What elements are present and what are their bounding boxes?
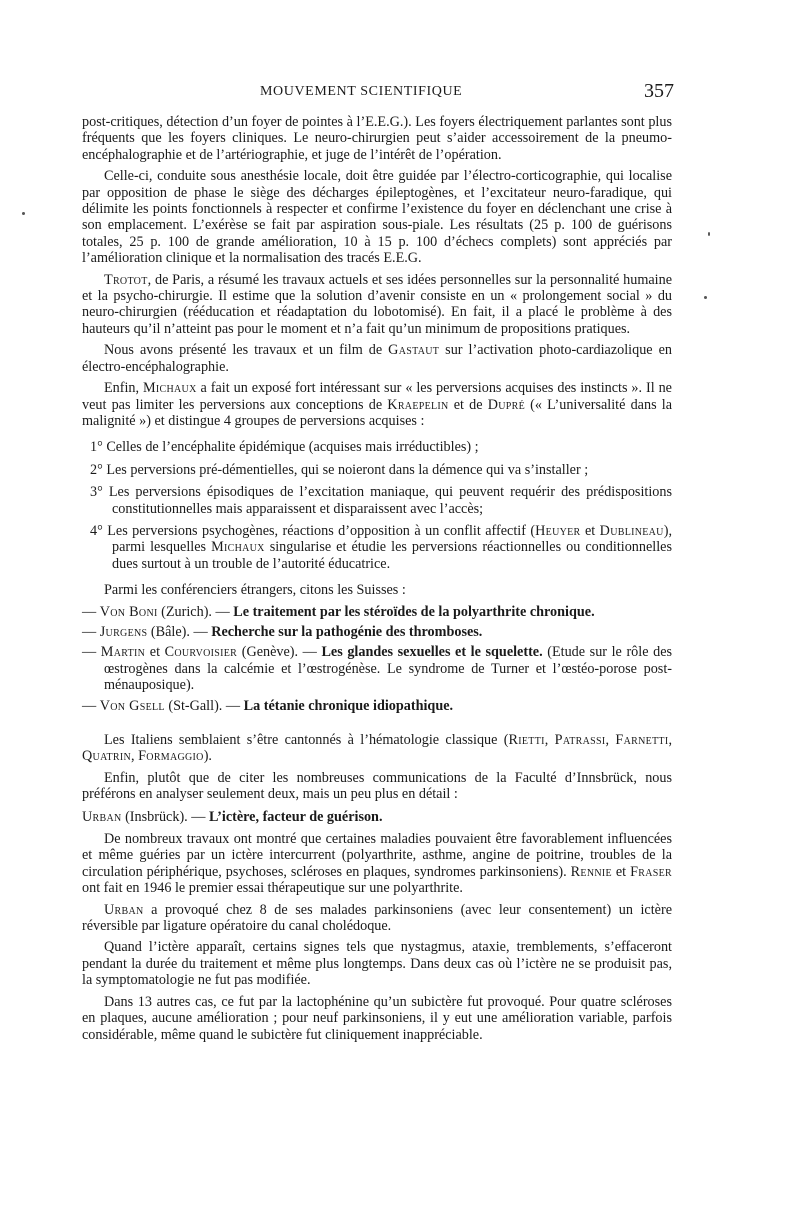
paragraph-text: (« L’universalité dans la malignité ») et distingue 4 groupes de perversions acquises : <box>82 396 672 429</box>
paragraph-text: et <box>611 863 631 880</box>
section-heading <box>82 809 672 825</box>
page-content <box>82 78 672 1048</box>
author-name: Dublineau <box>599 522 664 539</box>
paragraph-text: a fait un exposé fort intéressant sur « les perversions acquises des instincts ». Il ne veut pas limiter les perversions aux conceptions de <box>82 380 672 413</box>
speaker-item <box>82 604 672 620</box>
paragraph-trotot <box>82 272 672 338</box>
author-name: Michaux <box>143 380 197 397</box>
list-text: Les perversions pré-démentielles, qui se noieront dans la démence qui va s’installer ; <box>102 461 589 478</box>
paragraph-text: , de Paris, a résumé les travaux actuels et ses idées personnelles sur la personnalité humaine et la psycho-chirurgie. Il estime que la solution d’avenir consiste en un « prolongement social » du neuro-chirurgien (rééducation et réadaptation du lobotomisé). En fait, il a placé le problème à des hauteurs qu’il n’atteint pas pour le moment et n’a fait qu’un minimum de propositions pratiques. <box>82 271 672 337</box>
list-text: Les perversions épisodiques de l’excitation maniaque, qui peuvent requérir des prédispositions constitutionnelles mais apparaissent et disparaissent avec l’accès; <box>102 484 672 517</box>
margin-speck <box>22 212 25 215</box>
heading-title: L’ictère, facteur de guérison. <box>209 808 383 825</box>
talk-title: Les glandes sexuelles et le squelette. <box>321 644 543 661</box>
list-item <box>82 484 672 517</box>
paragraph-text: ont fait en 1946 le premier essai thérapeutique sur une polyarthrite. <box>82 880 463 897</box>
list-text: ), parmi lesquelles <box>112 522 672 556</box>
margin-speck <box>708 232 710 236</box>
talk-title: La tétanie chronique idiopathique. <box>243 697 454 714</box>
paragraph-urban-2 <box>82 902 672 935</box>
author-name: Trotot <box>104 271 148 288</box>
paragraph-post-critiques: post-critiques, détection d’un foyer de pointes à l’E.E.G.). Les foyers électriquement parlantes sont plus fréquents que les foyers cliniques. Le neuro-chirurgien peut s’aider accessoirement de la pneumo-encéphalographie et de l’artériographie, et juge de l’intérêt de l’opération. <box>82 114 672 163</box>
section-spacer <box>82 718 672 732</box>
dash: — <box>82 644 97 661</box>
margin-speck <box>704 296 707 299</box>
paragraph-celle-ci: Celle-ci, conduite sous anesthésie locale, doit être guidée par l’électro-corticographie, qui localise par opposition de phase le siège des décharges épileptogènes, et l’excitateur neuro-faradique, qui délimite les points fonctionnels à respecter et confirme l’existence du foyer en déclenchant une crise à son emplacement. L’exérèse se fait par aspiration sous-piale. Les résultats (25 p. 100 de guérisons totales, 25 p. 100 de grande amélioration, 10 à 15 p. 100 d’échecs complets) sont appréciés par l’amélioration clinique et la normalisation des tracés E.E.G. <box>82 168 672 267</box>
perversion-groups-list <box>82 439 672 572</box>
list-number: 1° <box>90 439 103 456</box>
author-name: Fraser <box>630 863 672 880</box>
paragraph-text: Les Italiens semblaient s’être cantonnés à l’hématologie classique ( <box>104 732 509 748</box>
list-text: et <box>580 522 600 539</box>
dash: — <box>82 697 97 714</box>
running-title: MOUVEMENT SCIENTIFIQUE <box>260 84 463 99</box>
paragraph-text: a provoqué chez 8 de ses malades parkinsoniens (avec leur consentement) un ictère réversible par ligature opératoire du canal cholédoque. <box>82 901 672 935</box>
author-name: Rietti <box>508 732 545 748</box>
speaker-place: (Genève). — <box>237 644 322 661</box>
author-name: Kraepelin <box>387 396 449 413</box>
page-header <box>82 78 672 106</box>
list-number: 2° <box>90 461 103 478</box>
speaker-name: Martin <box>100 644 146 661</box>
speaker-name: Von Gsell <box>99 697 165 714</box>
author-name: Heuyer <box>535 522 581 539</box>
heading-place: (Insbrück). — <box>121 808 209 825</box>
author-name: Patrassi <box>554 732 606 748</box>
article-body <box>82 114 672 1043</box>
paragraph-text: De nombreux travaux ont montré que certaines maladies pouvaient être favorablement influencées et même guéries par un ictère intercurrent (polyarthrite, asthme, angine de poitrine, troubles de la circulation périphérique, psychoses, scléroses en plaques, syndromes parkinsoniens). <box>82 831 672 880</box>
talk-note: (Etude sur le rôle des œstrogènes dans la calcémie et l’œstrogénèse. Le syndrome de Turner et l’œstéo-porose post-ménauposique). <box>104 644 673 694</box>
speaker-item <box>82 644 672 693</box>
list-text: Celles de l’encéphalite épidémique (acquises mais irréductibles) ; <box>102 439 479 456</box>
author-name: Quatrin <box>82 748 132 765</box>
author-name: Michaux <box>211 539 265 556</box>
author-name: Farnetti <box>615 732 669 748</box>
page-number: 357 <box>644 80 674 102</box>
dash: — <box>82 603 97 620</box>
speaker-item <box>82 698 672 714</box>
speaker-place: (Zurich). — <box>157 603 234 620</box>
paragraph-urban-4: Dans 13 autres cas, ce fut par la lactophénine qu’un subictère fut provoqué. Pour quatre scléroses en plaques, aucune amélioration ; pour neuf parkinsoniens, il y eut une amélioration variable, parfois considérable, même quand le subictère fut cliniquement inappréciable. <box>82 993 672 1043</box>
list-text: Les perversions psychogènes, réactions d’opposition à un conflit affectif ( <box>102 522 536 539</box>
paragraph-urban-1 <box>82 831 672 897</box>
list-item <box>82 462 672 478</box>
author-name: Dupré <box>487 396 525 413</box>
paragraph-text: sur l’activation photo-cardiazolique en électro-encéphalographie. <box>82 342 672 375</box>
speaker-item <box>82 624 672 640</box>
paragraph-urban-3: Quand l’ictère apparaît, certains signes tels que nystagmus, ataxie, tremblements, s’effaceront pendant la durée du traitement et même plus longtemps. Dans deux cas où l’ictère ne se produisit pas, la symptomatologie ne fut pas modifiée. <box>82 939 672 989</box>
list-item <box>82 439 672 455</box>
paragraph-italians: Les Italiens semblaient s’être cantonnés à l’hématologie classique (Rietti, Patrassi, Farnetti, Quatrin, Formaggio). <box>82 732 672 765</box>
swiss-speakers-list <box>82 604 672 714</box>
speaker-place: (Bâle). — <box>147 623 212 640</box>
paragraph-swiss-intro: Parmi les conférenciers étrangers, citons les Suisses : <box>104 582 406 599</box>
paragraph-gastaut <box>82 342 672 375</box>
author-name: Gastaut <box>388 342 440 359</box>
paragraph-text: Enfin, <box>104 380 143 397</box>
list-item <box>82 523 672 572</box>
paragraph-text: ). <box>203 748 212 765</box>
speaker-place: (St-Gall). — <box>164 697 244 714</box>
speaker-name: Jurgens <box>99 623 148 640</box>
talk-title: Le traitement par les stéroïdes de la polyarthrite chronique. <box>233 603 595 620</box>
paragraph-text: Nous avons présenté les travaux et un film de <box>104 342 389 359</box>
dash: — <box>82 623 97 640</box>
paragraph-michaux <box>82 380 672 429</box>
author-name: Urban <box>104 901 144 918</box>
talk-title: Recherche sur la pathogénie des thromboses. <box>211 623 483 640</box>
list-number: 4° <box>90 522 103 539</box>
author-name: Formaggio <box>138 748 204 765</box>
speaker-name: Von Boni <box>99 603 158 620</box>
speaker-name: Courvoisier <box>164 644 238 661</box>
paragraph-text: et de <box>448 396 488 413</box>
list-number: 3° <box>90 484 103 501</box>
paragraph-innsbruck: Enfin, plutôt que de citer les nombreuses communications de la Faculté d’Innsbrück, nous préférons en analyser seulement deux, mais un peu plus en détail : <box>82 769 672 803</box>
author-name: Urban <box>82 808 122 825</box>
author-name: Rennie <box>570 863 612 880</box>
connector: et <box>145 644 165 661</box>
list-text: singularise et étudie les perversions réactionnelles ou conditionnelles dues surtout à un trouble de l’autorité éducatrice. <box>112 539 672 572</box>
